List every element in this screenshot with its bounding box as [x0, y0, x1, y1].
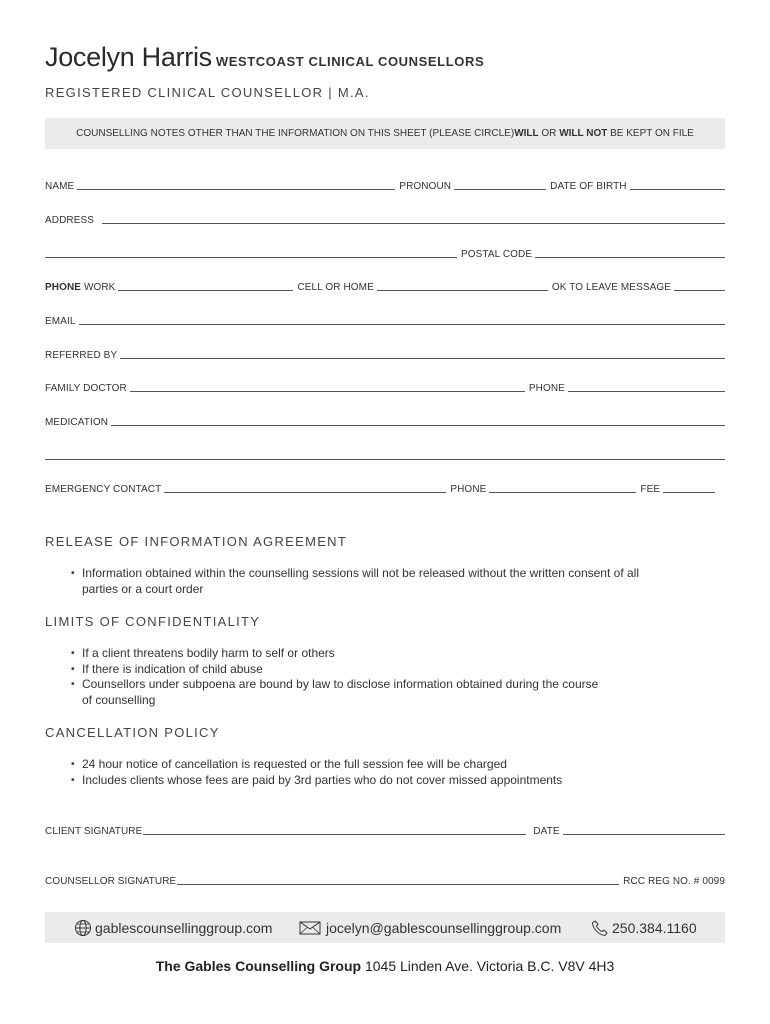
phone-icon	[591, 919, 609, 937]
notice-or: OR	[538, 128, 560, 139]
date-label: DATE	[533, 826, 560, 837]
family-doctor-label: FAMILY DOCTOR	[45, 383, 127, 394]
globe-icon	[74, 919, 92, 937]
phone-row	[45, 277, 725, 293]
page-title	[45, 42, 484, 73]
emergency-contact-label: EMERGENCY CONTACT	[45, 484, 162, 495]
phone-label-bold: PHONE	[45, 282, 82, 293]
address-field[interactable]	[102, 213, 725, 224]
will-not-option[interactable]: WILL NOT	[559, 128, 608, 139]
email-field[interactable]	[79, 314, 725, 325]
dob-label: DATE OF BIRTH	[550, 181, 627, 192]
referred-by-field[interactable]	[120, 348, 725, 359]
ok-message-field[interactable]	[674, 280, 725, 291]
website-text: gablescounsellinggroup.com	[95, 919, 273, 936]
referred-by-label: REFERRED BY	[45, 350, 118, 361]
cancellation-list	[71, 757, 671, 788]
postal-code-field[interactable]	[535, 247, 725, 258]
list-item: • Includes clients whose fees are paid by 3rd parties who do not cover missed appointments	[71, 773, 671, 789]
emergency-contact-field[interactable]	[164, 482, 446, 493]
release-heading: RELEASE OF INFORMATION AGREEMENT	[45, 534, 348, 549]
address-row	[45, 210, 725, 226]
organization-name: WESTCOAST CLINICAL COUNSELLORS	[215, 54, 485, 69]
ok-message-label: OK TO LEAVE MESSAGE	[551, 282, 672, 293]
name-label: NAME	[45, 181, 75, 192]
limits-list	[71, 646, 611, 708]
cancellation-heading: CANCELLATION POLICY	[45, 725, 220, 740]
family-doctor-field[interactable]	[130, 381, 525, 392]
limits-heading: LIMITS OF CONFIDENTIALITY	[45, 614, 261, 629]
medication-field[interactable]	[111, 415, 725, 426]
medication-label: MEDICATION	[45, 417, 109, 428]
notes-notice	[45, 118, 725, 149]
email-link[interactable]	[299, 920, 561, 936]
footer-org: The Gables Counselling Group	[155, 958, 362, 974]
footer-street: 1045 Linden Ave. Victoria B.C. V8V 4H3	[361, 958, 615, 974]
referred-row	[45, 345, 725, 361]
work-phone-field[interactable]	[118, 280, 293, 291]
list-item: • 24 hour notice of cancellation is requested or the full session fee will be charged	[71, 757, 671, 773]
email-label: EMAIL	[45, 316, 76, 327]
address-label: ADDRESS	[45, 215, 95, 226]
contact-bar	[45, 912, 725, 943]
phone-work-label	[45, 282, 118, 293]
address-line2-field[interactable]	[45, 247, 457, 258]
pronoun-field[interactable]	[454, 179, 546, 190]
counsellor-credentials: REGISTERED CLINICAL COUNSELLOR | M.A.	[45, 85, 370, 100]
postal-row	[45, 244, 725, 260]
emergency-phone-label: PHONE	[450, 484, 487, 495]
pronoun-label: PRONOUN	[399, 181, 452, 192]
release-list	[71, 566, 661, 597]
emergency-phone-field[interactable]	[489, 482, 636, 493]
client-signature-field[interactable]	[143, 824, 526, 835]
name-field[interactable]	[77, 179, 395, 190]
footer-address	[45, 958, 725, 974]
notice-suffix: BE KEPT ON FILE	[607, 128, 694, 139]
fee-field[interactable]	[663, 482, 715, 493]
medication-row	[45, 412, 725, 428]
list-item: • Counsellors under subpoena are bound by law to disclose information obtained during the course of counselling	[71, 677, 611, 708]
doctor-row	[45, 378, 725, 394]
client-signature-label: CLIENT SIGNATURE	[45, 826, 143, 837]
phone-link[interactable]	[591, 919, 697, 937]
counsellor-signature-field[interactable]	[177, 874, 619, 885]
envelope-icon	[299, 921, 321, 935]
cell-home-label: CELL OR HOME	[297, 282, 374, 293]
email-row	[45, 311, 725, 327]
client-signature-row	[45, 821, 725, 837]
dob-field[interactable]	[630, 179, 725, 190]
counsellor-signature-row	[45, 871, 725, 887]
name-row	[45, 176, 725, 192]
list-item: • If a client threatens bodily harm to self or others	[71, 646, 611, 662]
fee-label: FEE	[640, 484, 661, 495]
date-field[interactable]	[563, 824, 725, 835]
will-option[interactable]: WILL	[514, 128, 539, 139]
emergency-row	[45, 479, 725, 495]
rcc-reg-label: RCC REG NO. # 0099	[623, 876, 725, 887]
counsellor-signature-label: COUNSELLOR SIGNATURE	[45, 876, 177, 887]
phone-text: 250.384.1160	[612, 919, 697, 936]
list-item: • If there is indication of child abuse	[71, 662, 611, 678]
doctor-phone-field[interactable]	[568, 381, 725, 392]
list-item: • Information obtained within the counselling sessions will not be released without the written consent of all parties or a court order	[71, 566, 661, 597]
postal-code-label: POSTAL CODE	[461, 249, 533, 260]
medication-row-2	[45, 446, 725, 462]
notice-text: COUNSELLING NOTES OTHER THAN THE INFORMATION ON THIS SHEET (PLEASE CIRCLE)	[76, 128, 515, 139]
cell-phone-field[interactable]	[377, 280, 548, 291]
email-text: jocelyn@gablescounsellinggroup.com	[326, 919, 562, 936]
work-label: WORK	[81, 282, 116, 293]
website-link[interactable]	[74, 919, 272, 937]
counsellor-name: Jocelyn Harris	[45, 42, 212, 72]
intake-form	[45, 0, 725, 1024]
doctor-phone-label: PHONE	[528, 383, 565, 394]
medication-field-2[interactable]	[45, 449, 725, 460]
